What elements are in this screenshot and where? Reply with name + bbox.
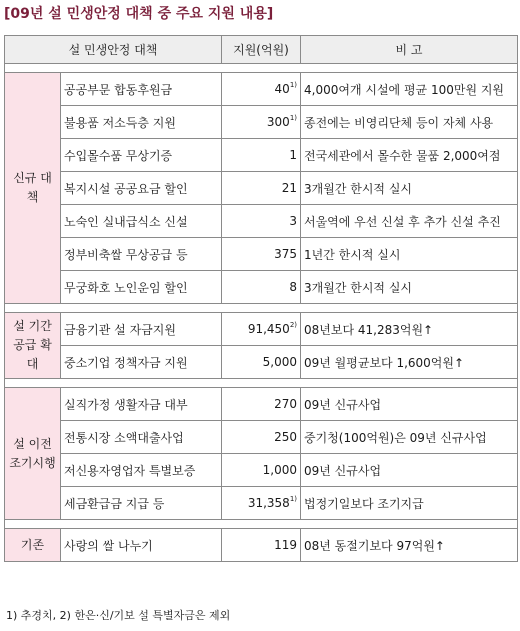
table-row bbox=[5, 271, 518, 304]
amount-value: 300 bbox=[266, 115, 290, 129]
note-cell: 08년보다 41,283억원↑ bbox=[301, 313, 518, 346]
amount-value: 270 bbox=[274, 397, 297, 411]
note-cell: 09년 신규사업 bbox=[301, 454, 518, 487]
amount-value: 375 bbox=[274, 247, 297, 261]
note-cell: 1년간 한시적 실시 bbox=[301, 238, 518, 271]
item-cell: 실직가정 생활자금 대부 bbox=[61, 388, 222, 421]
page-title: [09년 설 민생안정 대책 중 주요 지원 내용] bbox=[4, 6, 274, 22]
amount-cell bbox=[222, 346, 301, 379]
header-item: 설 민생안정 대책 bbox=[5, 36, 222, 64]
amount-cell bbox=[222, 529, 301, 562]
amount-cell bbox=[222, 172, 301, 205]
table-row bbox=[5, 313, 518, 346]
item-cell: 불용품 저소득층 지원 bbox=[61, 106, 222, 139]
category-cell: 신규 대책 bbox=[5, 73, 61, 304]
amount-cell bbox=[222, 421, 301, 454]
footnote-marker: 1) bbox=[289, 495, 297, 503]
note-cell: 전국세관에서 몰수한 물품 2,000여점 bbox=[301, 139, 518, 172]
group-spacer bbox=[5, 379, 518, 388]
footnote: 1) 추경치, 2) 한은·신/기보 설 특별자금은 제외 bbox=[6, 609, 231, 622]
table-row bbox=[5, 421, 518, 454]
note-cell: 4,000여개 시설에 평균 100만원 지원 bbox=[301, 73, 518, 106]
header-amount: 지원(억원) bbox=[222, 36, 301, 64]
amount-value: 3 bbox=[289, 214, 297, 228]
amount-value: 91,450 bbox=[247, 322, 290, 336]
table-row bbox=[5, 139, 518, 172]
table-row bbox=[5, 205, 518, 238]
item-cell: 정부비축쌀 무상공급 등 bbox=[61, 238, 222, 271]
amount-value: 119 bbox=[274, 538, 297, 552]
header-note: 비 고 bbox=[301, 36, 518, 64]
support-table bbox=[4, 35, 518, 562]
item-cell: 무궁화호 노인운임 할인 bbox=[61, 271, 222, 304]
amount-value: 250 bbox=[274, 430, 297, 444]
item-cell: 중소기업 정책자금 지원 bbox=[61, 346, 222, 379]
note-cell: 3개월간 한시적 실시 bbox=[301, 271, 518, 304]
note-cell: 서울역에 우선 신설 후 추가 신설 추진 bbox=[301, 205, 518, 238]
group-spacer bbox=[5, 304, 518, 313]
footnote-marker: 1) bbox=[289, 114, 297, 122]
amount-cell bbox=[222, 205, 301, 238]
footnote-marker: 1) bbox=[289, 81, 297, 89]
amount-cell bbox=[222, 388, 301, 421]
item-cell: 수입몰수품 무상기증 bbox=[61, 139, 222, 172]
amount-cell bbox=[222, 73, 301, 106]
category-cell: 설 이전 조기시행 bbox=[5, 388, 61, 520]
header-row bbox=[5, 36, 518, 64]
item-cell: 노숙인 실내급식소 신설 bbox=[61, 205, 222, 238]
table-row bbox=[5, 529, 518, 562]
item-cell: 복지시설 공공요금 할인 bbox=[61, 172, 222, 205]
category-cell: 설 기간 공급 확대 bbox=[5, 313, 61, 379]
item-cell: 전통시장 소액대출사업 bbox=[61, 421, 222, 454]
amount-value: 1,000 bbox=[262, 463, 297, 477]
item-cell: 사랑의 쌀 나누기 bbox=[61, 529, 222, 562]
amount-value: 40 bbox=[274, 82, 290, 96]
table-row bbox=[5, 73, 518, 106]
table-row bbox=[5, 172, 518, 205]
amount-value: 1 bbox=[289, 148, 297, 162]
item-cell: 금융기관 설 자금지원 bbox=[61, 313, 222, 346]
item-cell: 저신용자영업자 특별보증 bbox=[61, 454, 222, 487]
amount-cell bbox=[222, 271, 301, 304]
note-cell: 법정기일보다 조기지급 bbox=[301, 487, 518, 520]
amount-value: 5,000 bbox=[262, 355, 297, 369]
note-cell: 중기청(100억원)은 09년 신규사업 bbox=[301, 421, 518, 454]
amount-cell bbox=[222, 454, 301, 487]
note-cell: 08년 동절기보다 97억원↑ bbox=[301, 529, 518, 562]
note-cell: 09년 월평균보다 1,600억원↑ bbox=[301, 346, 518, 379]
amount-cell bbox=[222, 106, 301, 139]
table-row bbox=[5, 454, 518, 487]
category-cell: 기존 bbox=[5, 529, 61, 562]
note-cell: 종전에는 비영리단체 등이 자체 사용 bbox=[301, 106, 518, 139]
table-row bbox=[5, 238, 518, 271]
amount-value: 21 bbox=[281, 181, 297, 195]
note-cell: 09년 신규사업 bbox=[301, 388, 518, 421]
amount-cell bbox=[222, 238, 301, 271]
table-row bbox=[5, 388, 518, 421]
amount-value: 31,358 bbox=[247, 496, 290, 510]
footnote-marker: 2) bbox=[289, 321, 297, 329]
item-cell: 공공부문 합동후원금 bbox=[61, 73, 222, 106]
table-row bbox=[5, 346, 518, 379]
amount-value: 8 bbox=[289, 280, 297, 294]
table-body bbox=[5, 64, 518, 562]
note-cell: 3개월간 한시적 실시 bbox=[301, 172, 518, 205]
table-row bbox=[5, 106, 518, 139]
amount-cell bbox=[222, 313, 301, 346]
group-spacer bbox=[5, 64, 518, 73]
amount-cell bbox=[222, 139, 301, 172]
table-row bbox=[5, 487, 518, 520]
group-spacer bbox=[5, 520, 518, 529]
item-cell: 세금환급금 지급 등 bbox=[61, 487, 222, 520]
amount-cell bbox=[222, 487, 301, 520]
